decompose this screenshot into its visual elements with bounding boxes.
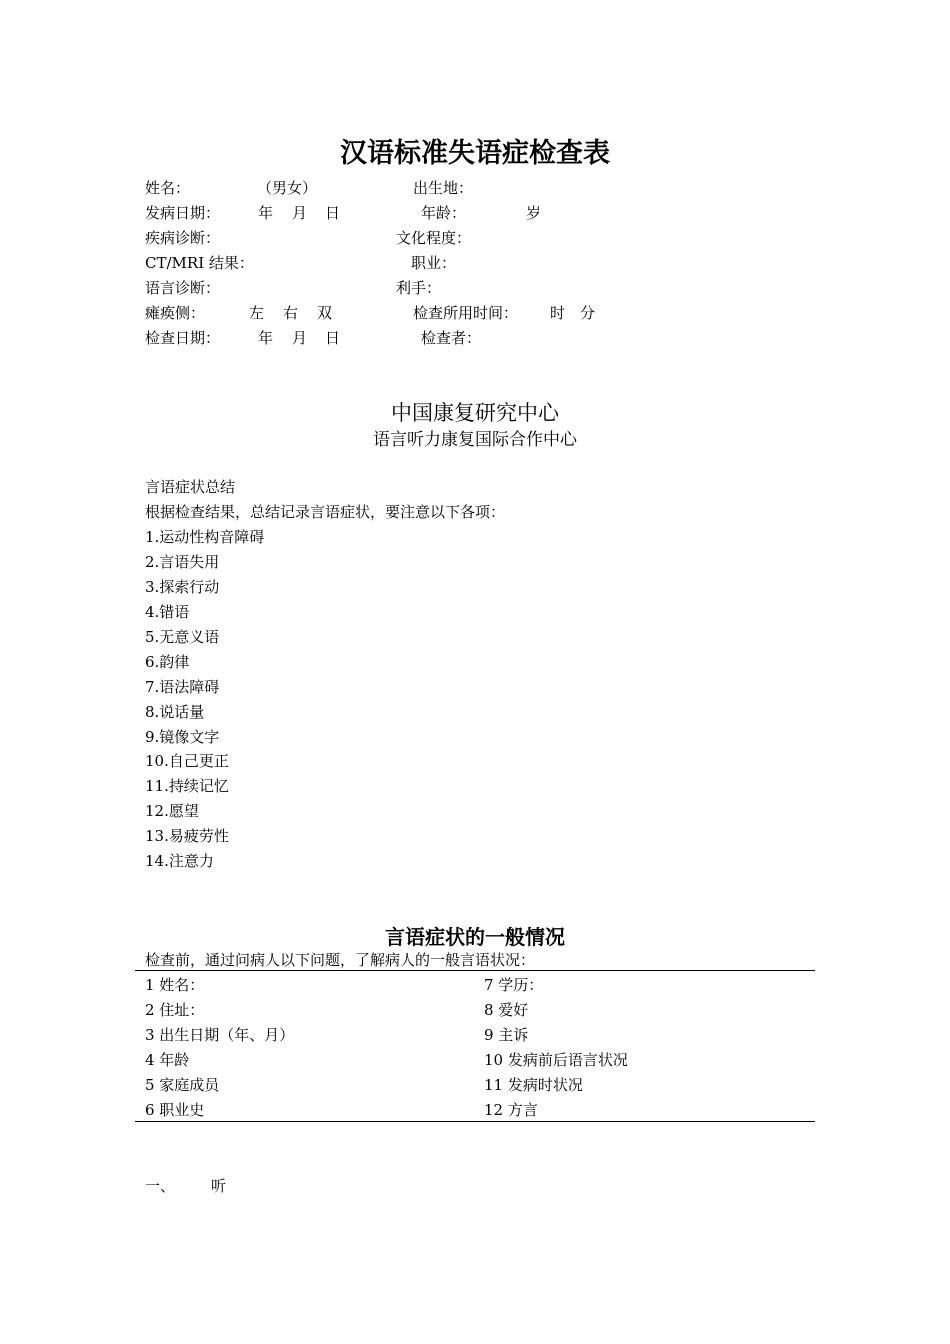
education-label: 文化程度： [396, 229, 472, 247]
ctmri-label: CT/MRI 结果： [145, 254, 254, 272]
table-cell-left: 3 出生日期（年、月） [145, 1026, 295, 1044]
list-item: 7.语法障碍 [145, 678, 220, 696]
onset-day: 日 [325, 204, 341, 222]
onset-month: 月 [292, 204, 308, 222]
list-item: 11.持续记忆 [145, 777, 229, 795]
gender-label: （男女） [257, 179, 318, 197]
table-cell-right: 9 主诉 [484, 1026, 529, 1044]
onset-year: 年 [258, 204, 274, 222]
exam-day: 日 [325, 329, 341, 347]
list-item: 8.说话量 [145, 703, 205, 721]
paralysis-side-label: 瘫痪侧： [145, 304, 206, 322]
table-cell-right: 10 发病前后语言状况 [484, 1051, 628, 1069]
list-item: 12.愿望 [145, 802, 199, 820]
age-unit: 岁 [526, 204, 542, 222]
onset-date-label: 发病日期： [145, 204, 221, 222]
list-item: 6.韵律 [145, 653, 190, 671]
list-item: 1.运动性构音障碍 [145, 528, 265, 546]
section-label: 听 [211, 1177, 227, 1195]
table-cell-right: 12 方言 [484, 1101, 538, 1119]
table-cell-right: 7 学历： [484, 976, 544, 994]
organization-name: 中国康复研究中心 [391, 401, 559, 425]
general-heading: 言语症状的一般情况 [385, 925, 565, 949]
paralysis-right: 右 [283, 304, 299, 322]
table-cell-left: 5 家庭成员 [145, 1076, 220, 1094]
summary-heading: 言语症状总结 [145, 478, 236, 496]
list-item: 13.易疲劳性 [145, 827, 229, 845]
handedness-label: 利手： [396, 279, 442, 297]
table-cell-left: 4 年龄 [145, 1051, 190, 1069]
exam-month: 月 [292, 329, 308, 347]
paralysis-both: 双 [317, 304, 333, 322]
list-item: 2.言语失用 [145, 553, 220, 571]
table-cell-right: 11 发病时状况 [484, 1076, 583, 1094]
examiner-label: 检查者： [421, 329, 482, 347]
exam-time-minute: 分 [580, 304, 596, 322]
summary-instruction: 根据检查结果，总结记录言语症状，要注意以下各项： [145, 503, 506, 521]
occupation-label: 职业： [411, 254, 457, 272]
language-diagnosis-label: 语言诊断： [145, 279, 221, 297]
document-title: 汉语标准失语症检查表 [340, 138, 610, 169]
list-item: 5.无意义语 [145, 628, 220, 646]
exam-year: 年 [258, 329, 274, 347]
table-bottom-rule [135, 1121, 815, 1122]
name-label: 姓名： [145, 179, 191, 197]
exam-time-label: 检查所用时间： [413, 304, 519, 322]
table-cell-left: 1 姓名： [145, 976, 205, 994]
list-item: 14.注意力 [145, 852, 214, 870]
birthplace-label: 出生地： [413, 179, 474, 197]
section-number: 一、 [145, 1177, 176, 1195]
list-item: 3.探索行动 [145, 578, 220, 596]
age-label: 年龄： [421, 204, 467, 222]
list-item: 4.错语 [145, 603, 190, 621]
list-item: 9.镜像文字 [145, 728, 220, 746]
diagnosis-label: 疾病诊断： [145, 229, 221, 247]
general-instruction: 检查前，通过问病人以下问题，了解病人的一般言语状况： [145, 951, 536, 969]
paralysis-left: 左 [249, 304, 265, 322]
table-cell-right: 8 爱好 [484, 1001, 529, 1019]
organization-subname: 语言听力康复国际合作中心 [373, 430, 577, 450]
exam-time-hour: 时 [550, 304, 566, 322]
table-cell-left: 6 职业史 [145, 1101, 205, 1119]
exam-date-label: 检查日期： [145, 329, 221, 347]
list-item: 10.自己更正 [145, 752, 229, 770]
table-top-rule [135, 970, 815, 971]
table-cell-left: 2 住址： [145, 1001, 205, 1019]
